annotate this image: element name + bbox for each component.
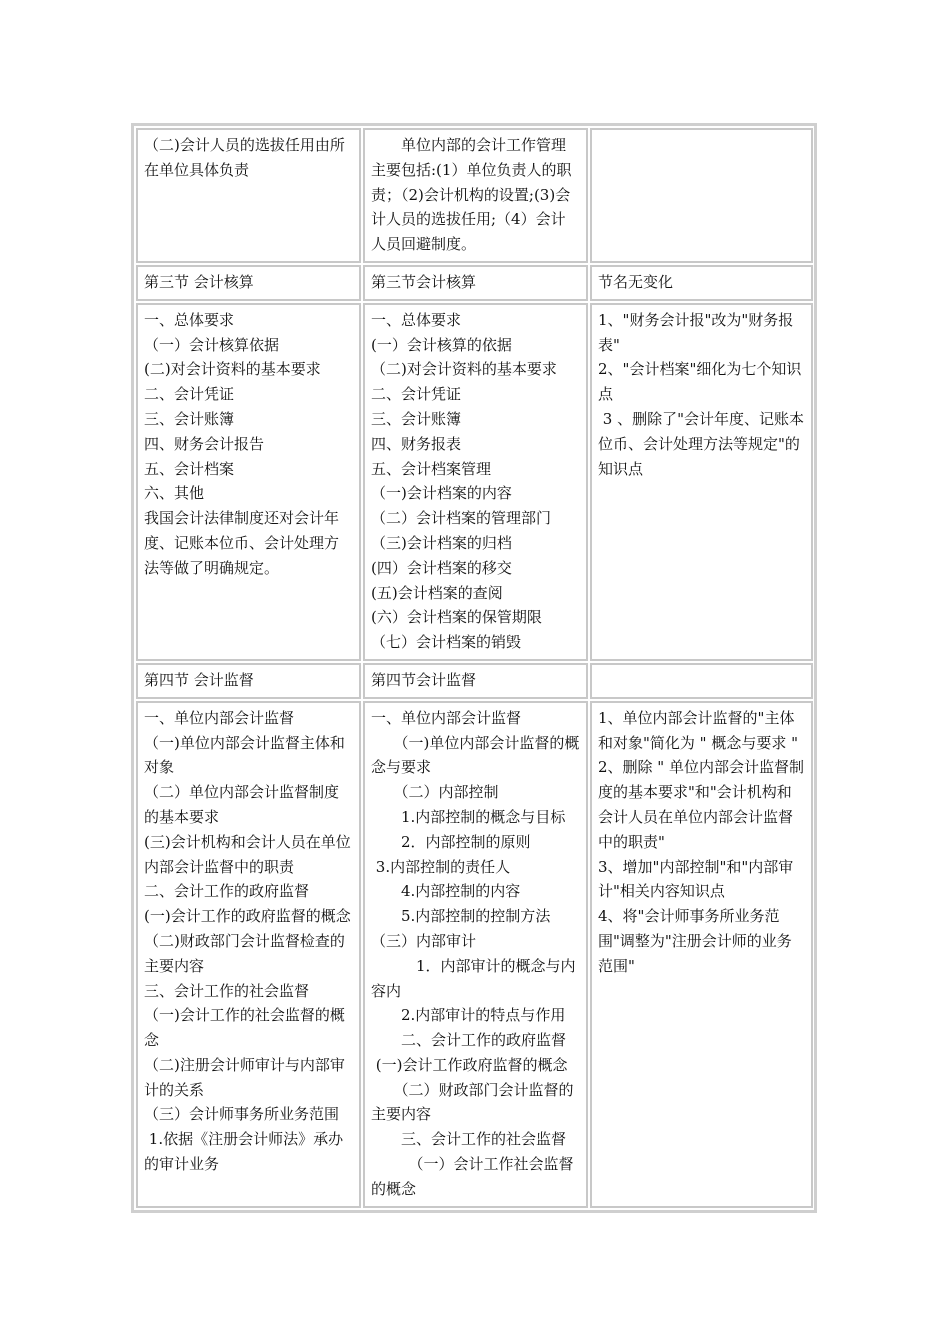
line-text: 三、会计账簿 — [144, 409, 235, 428]
section-title: 第四节 会计监督 — [144, 670, 254, 689]
line-text: 五、会计档案 — [144, 459, 235, 478]
line-text: (一)会计工作政府监督的概念 — [371, 1055, 568, 1074]
new-syllabus-cell — [363, 128, 588, 263]
new-syllabus-cell — [363, 701, 588, 1208]
line-text: 一、单位内部会计监督 — [144, 708, 295, 727]
line-text: 三、会计工作的社会监督 — [144, 981, 310, 1000]
comparison-table-body — [136, 128, 813, 1208]
line-text: 二、会计工作的政府监督 — [371, 1031, 567, 1050]
line-text: (一）会计核算的依据 — [371, 335, 512, 354]
line-text: 3 、删除了"会计年度、记账本位币、会计处理方法等规定"的知识点 — [598, 409, 804, 478]
line-text: 3、增加"内部控制"和"内部审计"相关内容知识点 — [598, 857, 794, 901]
line-text: 四、财务会计报告 — [144, 434, 265, 453]
section-title: 第三节 会计核算 — [144, 272, 254, 291]
line-text: （三)会计档案的归档 — [371, 533, 512, 552]
old-syllabus-cell — [136, 701, 361, 1208]
line-text: 1．内部审计的概念与内容内 — [371, 956, 576, 1000]
line-text: （一）会计核算依据 — [144, 335, 280, 354]
line-text: （二)会计人员的选拔任用由所在单位具体负责 — [144, 136, 345, 179]
line-text: （一)会计工作的社会监督的概念 — [144, 1006, 345, 1050]
line-text: （七）会计档案的销毁 — [371, 633, 522, 652]
line-text: 2．内部控制的原则 — [371, 832, 531, 851]
line-text: (四）会计档案的移交 — [371, 558, 512, 577]
line-text: (二)对会计资料的基本要求 — [144, 360, 321, 379]
line-text: 三、会计账簿 — [371, 409, 462, 428]
line-text: （一)会计档案的内容 — [371, 484, 512, 503]
line-text: （二)对会计资料的基本要求 — [371, 360, 557, 379]
change-note-cell — [590, 128, 813, 263]
line-text: 5.内部控制的控制方法 — [371, 907, 551, 926]
line-text: 二、会计工作的政府监督 — [144, 882, 310, 901]
line-text: 一、总体要求 — [144, 310, 235, 329]
content-row — [136, 128, 813, 263]
line-text: 2.内部审计的特点与作用 — [371, 1006, 566, 1025]
line-text: 一、总体要求 — [371, 310, 462, 329]
change-note-cell — [590, 265, 813, 301]
change-note-cell — [590, 303, 813, 661]
line-text: （二）财政部门会计监督的主要内容 — [371, 1080, 574, 1124]
line-text: 2、"会计档案"细化为七个知识点 — [598, 360, 802, 404]
line-text: 单位内部的会计工作管理主要包括:(1）单位负责人的职责；（2)会计机构的设置;(3)会计人员的选拔任用;（4）会计人员回避制度。 — [371, 136, 572, 254]
section-title: 节名无变化 — [598, 272, 674, 291]
line-text: （一）会计工作社会监督的概念 — [371, 1155, 574, 1198]
line-text: （一)单位内部会计监督的概念与要求 — [371, 733, 580, 777]
comparison-table-frame — [131, 123, 817, 1213]
line-text: （二)注册会计师审计与内部审计的关系 — [144, 1055, 345, 1099]
section-header-row — [136, 265, 813, 301]
line-text: （一)单位内部会计监督主体和对象 — [144, 733, 345, 777]
line-text: 1.内部控制的概念与目标 — [371, 807, 566, 826]
old-syllabus-cell — [136, 303, 361, 661]
old-syllabus-cell — [136, 265, 361, 301]
old-syllabus-cell — [136, 663, 361, 699]
line-text: 三、会计工作的社会监督 — [371, 1130, 567, 1149]
line-text: 1、单位内部会计监督的"主体和对象"简化为 " 概念与要求 " — [598, 708, 799, 752]
change-note-cell — [590, 701, 813, 1208]
line-text: （二)财政部门会计监督检查的主要内容 — [144, 931, 345, 975]
new-syllabus-cell — [363, 265, 588, 301]
content-row — [136, 303, 813, 661]
line-text: 3.内部控制的责任人 — [371, 857, 511, 876]
line-text: （二）内部控制 — [371, 783, 499, 802]
line-text: 4、将"会计师事务所业务范围"调整为"注册会计师的业务范围" — [598, 907, 792, 975]
section-title: 第三节会计核算 — [371, 272, 477, 291]
line-text: （二）会计档案的管理部门 — [371, 509, 552, 528]
line-text: 1、"财务会计报"改为"财务报表" — [598, 310, 794, 354]
line-text: （三）会计师事务所业务范围 — [144, 1105, 340, 1124]
line-text: 一、单位内部会计监督 — [371, 708, 522, 727]
line-text: (一)会计工作的政府监督的概念 — [144, 907, 351, 926]
line-text: 我国会计法律制度还对会计年度、记账本位币、会计处理方法等做了明确规定。 — [144, 509, 340, 577]
new-syllabus-cell — [363, 303, 588, 661]
line-text: 五、会计档案管理 — [371, 459, 492, 478]
line-text: (五)会计档案的查阅 — [371, 583, 503, 602]
change-note-cell — [590, 663, 813, 699]
content-row — [136, 701, 813, 1208]
line-text: (六）会计档案的保管期限 — [371, 608, 542, 627]
section-title: 第四节会计监督 — [371, 670, 477, 689]
line-text: 四、财务报表 — [371, 434, 462, 453]
line-text: 1.依据《注册会计师法》承办的审计业务 — [144, 1130, 344, 1174]
line-text: 二、会计凭证 — [144, 385, 235, 404]
line-text: (三)会计机构和会计人员在单位内部会计监督中的职责 — [144, 832, 351, 876]
line-text: （二）单位内部会计监督制度的基本要求 — [144, 783, 340, 826]
line-text: 六、其他 — [144, 484, 205, 503]
comparison-table — [134, 126, 815, 1210]
line-text: 4.内部控制的内容 — [371, 882, 521, 901]
line-text: 2、删除 " 单位内部会计监督制度的基本要求"和"会计机构和会计人员在单位内部会计监督中的职责" — [598, 758, 804, 851]
new-syllabus-cell — [363, 663, 588, 699]
old-syllabus-cell — [136, 128, 361, 263]
section-header-row — [136, 663, 813, 699]
line-text: （三）内部审计 — [371, 931, 477, 950]
line-text: 二、会计凭证 — [371, 385, 462, 404]
